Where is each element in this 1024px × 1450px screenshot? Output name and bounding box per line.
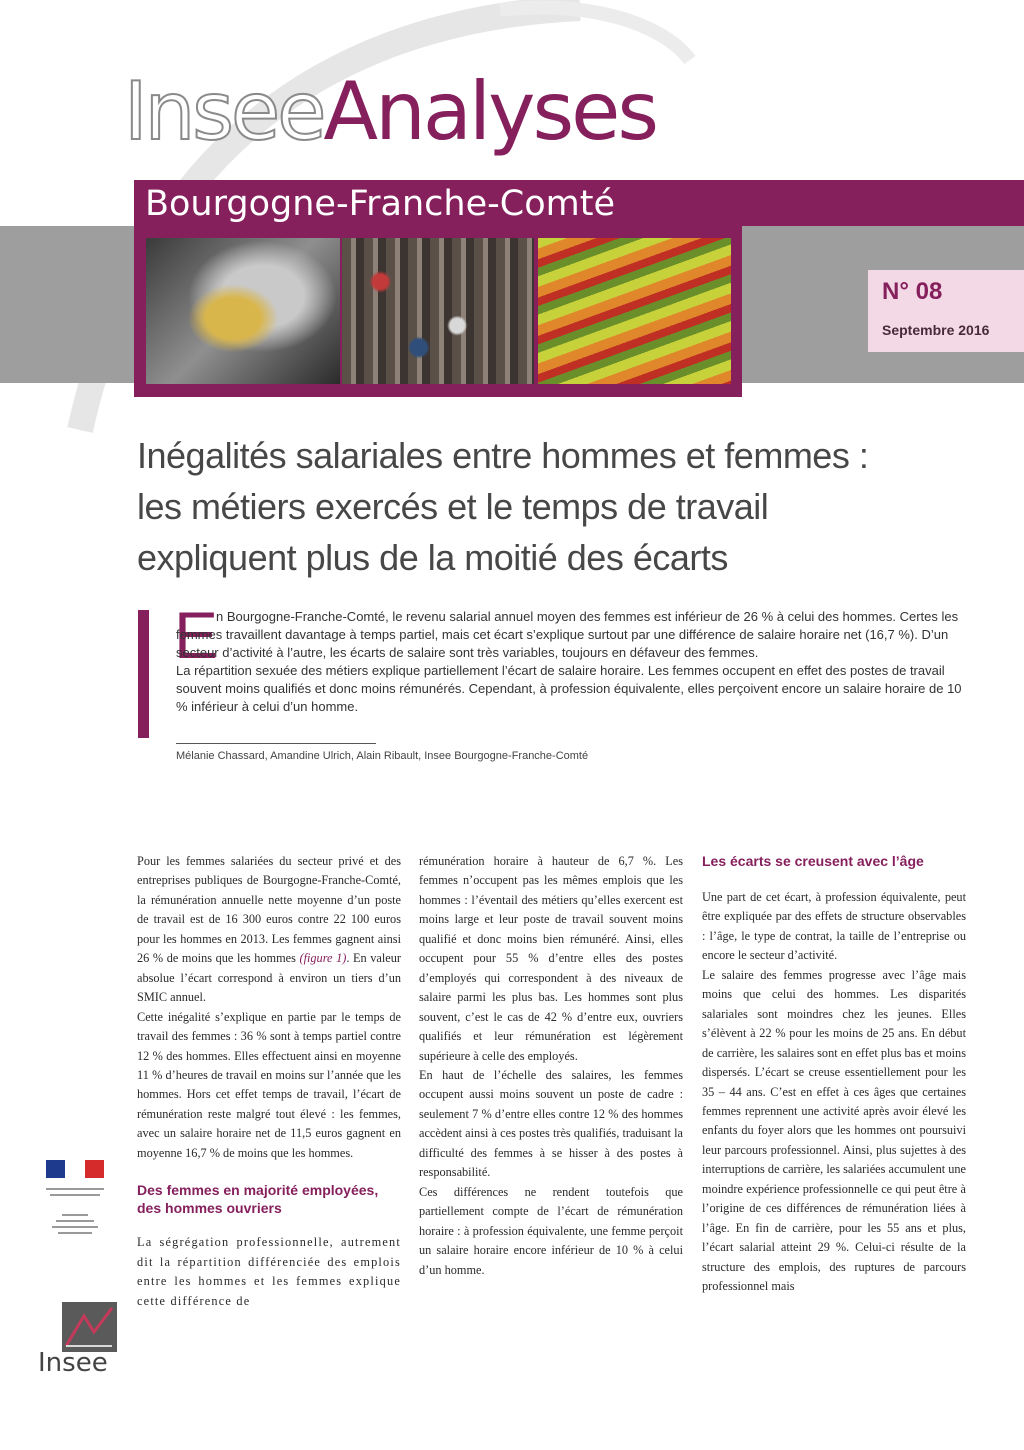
body-paragraph: Le salaire des femmes progresse avec l’âge mais moins que celui des hommes. Les disparités salariales sont moindres chez les jeunes. Elles s’élèvent à 22 % pour les moins de 25 ans. En début de carrière, les salaires sont en effet plus bas et moins dispersés. L’écart se creuse essentiellement pour les 35 – 44 ans. C’est en effet à ces âges que certaines femmes reprennent une activité après avoir élevé les enfants du foyer alors que les hommes ont poursuivi leur parcours professionnel. Ainsi, plus sujettes à des interruptions de carrière, les salariées accumulent une moindre expérience professionnelle ce qui peut être à l’origine de ces différences de rémunération liées à l’âge. En fin de carrière, pour les 55 ans et plus, l’écart salarial atteint 29 %. Celui-ci résulte de la structure des emplois, des ruptures de parcours professionnel mais [702,967,966,1294]
issue-number: N° 08 [882,278,943,305]
republique-francaise-flag-icon [46,1160,104,1178]
body-text: Pour les femmes salariées du secteur privé et des entreprises publiques de Bourgogne-Franche-Comté, la rémunération annuelle nette moyenne d’un poste de travail est de 16 300 euros contre 22 100 euros pour les hommes en 2013. Les femmes gagnent ainsi 26 % de moins que les hommes [137,854,401,966]
photo-crowd [342,238,534,384]
body-column-1 [137,852,401,1311]
headline-line: les métiers exercés et le temps de travail [137,486,769,527]
figure-1-link[interactable]: (figure 1) [299,951,347,966]
body-text: . En valeur absolue l’écart correspond à environ un tiers d’un SMIC annuel. [137,951,401,1005]
flag-band [65,1160,84,1178]
abstract-paragraph: La répartition sexuée des métiers explique partiellement l’écart de salaire horaire. Les femmes occupent en effet des postes de travail souvent moins qualifiés et donc moins rémunérés. Cependant, à profession équivalente, elles perçoivent encore un salaire horaire de 10 % inférieur à celui d’un homme. [176,663,962,714]
abstract [176,608,966,716]
insee-logo-wordmark: Insee [38,1348,108,1378]
abstract-bar [138,610,149,738]
body-column-3 [702,852,966,1297]
body-paragraph: Ces différences ne rendent toutefois que partiellement compte de l’écart de rémunération horaire : à profession équivalente, une femme perçoit un salaire horaire encore inférieur de 10 % à celui d’un homme. [419,1184,683,1277]
headline-line: Inégalités salariales entre hommes et femmes : [137,435,869,476]
body-paragraph: rémunération horaire à hauteur de 6,7 %. Les femmes n’occupent pas les mêmes emplois que les hommes : l’éventail des métiers qu’elles exercent est moins large et leur poste de travail souvent moins qualifié et donc moins bien rémunéré. Ainsi, elles occupent pour 55 % d’entre elles des postes d’employés qui correspondent à des niveaux de salaire parmi les plus bas. Les hommes sont plus souvent, c’est le cas de 42 % d’entre eux, ouvriers qualifiés et leur rémunération est légèrement supérieure à celle des employés. [419,854,683,1063]
body-paragraph [137,852,401,1008]
issue-date: Septembre 2016 [882,322,990,338]
flag-band [85,1160,104,1178]
abstract-dropcap: E [174,598,219,672]
photo-vineyard [538,238,731,384]
authors-divider [176,743,376,744]
insee-logo-icon [62,1302,117,1352]
authors-line: Mélanie Chassard, Amandine Ulrich, Alain Ribault, Insee Bourgogne-Franche-Comté [176,750,589,762]
article-headline [137,430,967,583]
brand-insee: Insee [124,65,324,158]
brand-analyses: Analyses [323,65,657,158]
body-paragraph: En haut de l’échelle des salaires, les femmes occupent aussi moins souvent un poste de cadre : seulement 7 % d’entre elles contre 12 % des hommes accèdent ainsi à ces postes très qualifiés, traduisant la difficulté des femmes à se hisser à des postes à responsabilité. [419,1067,683,1180]
body-paragraph: Une part de cet écart, à profession équivalente, peut être expliquée par des effets de structure observables : l’âge, le type de contrat, la taille de l’entreprise ou encore le secteur d’activité. [702,890,966,963]
region-name: Bourgogne-Franche-Comté [145,184,615,224]
publication-title [124,64,656,160]
headline-line: expliquent plus de la moitié des écarts [137,537,728,578]
ministry-logo-text-lines [42,1186,108,1250]
body-paragraph: La ségrégation professionnelle, autrement dit la répartition différenciée des emplois entre les hommes et les femmes explique cette différence de [137,1235,401,1308]
body-paragraph: Cette inégalité s’explique en partie par le temps de travail des femmes : 36 % sont à temps partiel contre 12 % des hommes. Elles effectuent ainsi en moyenne 11 % d’heures de travail en moins sur l’année que les hommes. Hors cet effet temps de travail, l’écart de rémunération reste malgré tout élevé : les femmes, avec un salaire horaire net de 11,5 euros gagnent en moyenne 16,7 % de moins que les hommes. [137,1009,401,1160]
photo-industry [146,238,340,384]
abstract-paragraph: n Bourgogne-Franche-Comté, le revenu salarial annuel moyen des femmes est inférieur de 26 % à celui des hommes. Certes les femmes travaillent davantage à temps partiel, mais cet écart s’explique surtout par une différence de salaire horaire net (16,7 %). D’un secteur d’activité à l’autre, les écarts de salaire sont très variables, toujours en défaveur des femmes. [176,609,959,660]
section-heading: Des femmes en majorité employées, des hommes ouvriers [137,1182,379,1217]
flag-band [46,1160,65,1178]
section-heading: Les écarts se creusent avec l’âge [702,853,924,869]
body-column-2 [419,852,683,1280]
